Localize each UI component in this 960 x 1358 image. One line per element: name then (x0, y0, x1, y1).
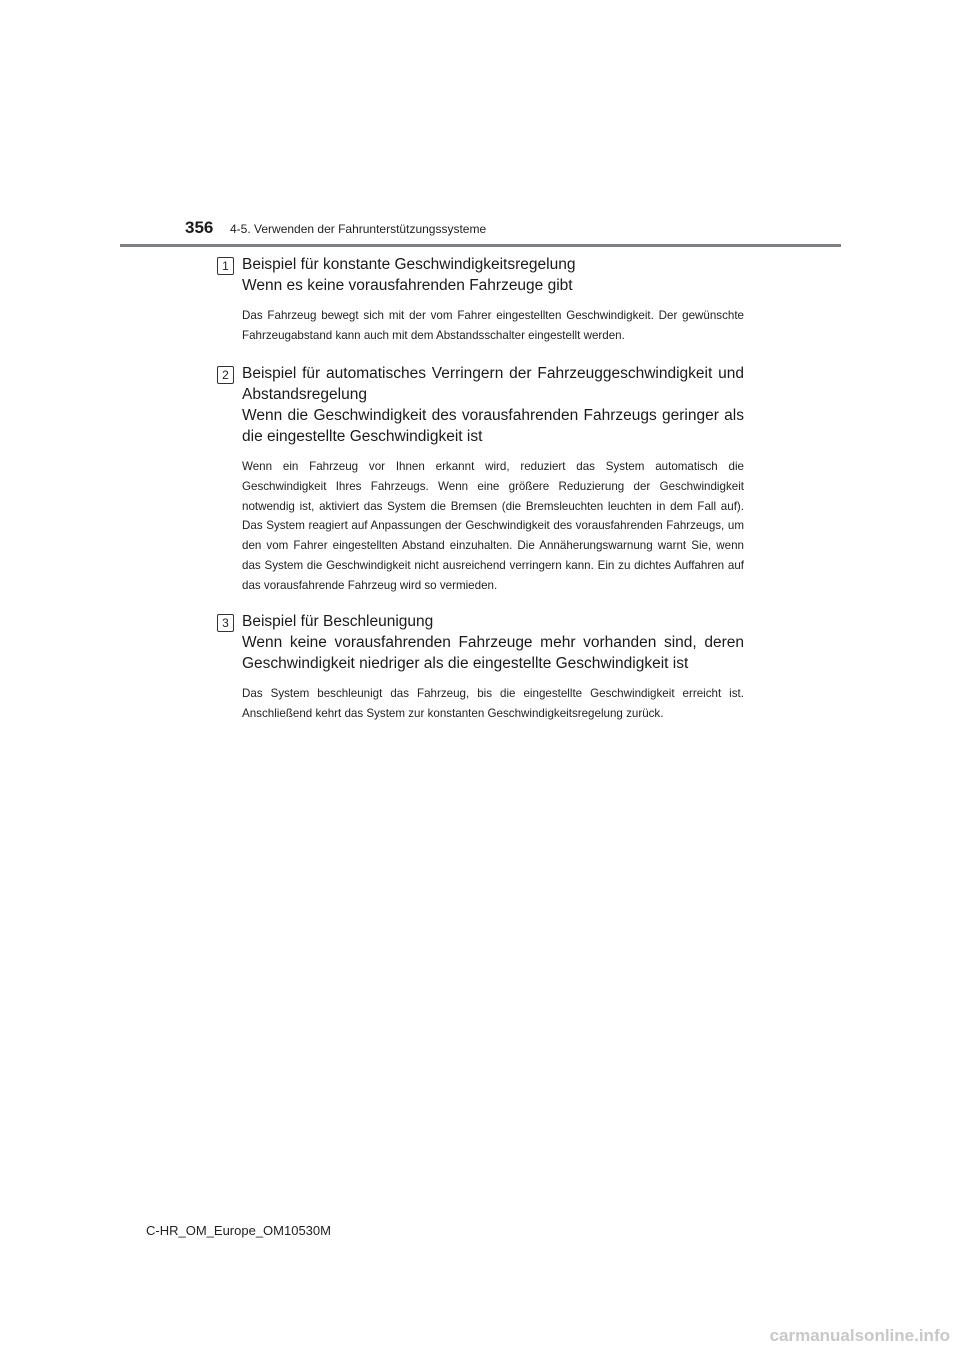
document-id: C-HR_OM_Europe_OM10530M (146, 1223, 331, 1238)
step-badge-3: 3 (217, 614, 234, 632)
heading-line: Wenn keine vorausfahrenden Fahrzeuge mehr vorhanden sind, deren Geschwindigkeit niedriger als die eingestellte Geschwindigkeit ist (242, 634, 744, 672)
heading-line: Beispiel für automatisches Verringern der Fahrzeuggeschwindigkeit und Abstandsregelung (242, 365, 744, 403)
item-heading (242, 611, 744, 674)
heading-line: Beispiel für konstante Geschwindigkeitsregelung (242, 256, 576, 273)
item-body: Das System beschleunigt das Fahrzeug, bis die eingestellte Geschwindigkeit erreicht ist. Anschließend kehrt das System zur konstanten Geschwindigkeitsregelung zurück. (242, 687, 744, 720)
heading-line: Wenn es keine vorausfahrenden Fahrzeuge gibt (242, 277, 573, 294)
example-item-1 (222, 254, 744, 346)
step-badge-2: 2 (217, 366, 234, 384)
example-item-3 (222, 611, 744, 724)
item-heading (242, 363, 744, 447)
watermark: carmanualsonline.info (769, 1326, 950, 1345)
header-divider (120, 244, 841, 247)
item-body: Das Fahrzeug bewegt sich mit der vom Fahrer eingestellten Geschwindigkeit. Der gewünschte Fahrzeugabstand kann auch mit dem Abstandsschalter eingestellt werden. (242, 309, 744, 342)
example-item-2 (222, 363, 744, 596)
item-body: Wenn ein Fahrzeug vor Ihnen erkannt wird, reduziert das System automatisch die Geschwindigkeit Ihres Fahrzeugs. Wenn eine größere Reduzierung der Geschwindigkeit notwendig ist, aktiviert das System die Bremsen (die Bremsleuchten leuchten in dem Fall auf). Das System reagiert auf Anpassungen der Geschwindigkeit des vorausfahrenden Fahrzeugs, um den vom Fahrer eingestellten Abstand einzuhalten. Die Annäherungswarnung warnt Sie, wenn das System die Geschwindigkeit nicht ausreichend verringern kann. Ein zu dichtes Auffahren auf das vorausfahrende Fahrzeug wird so vermieden. (242, 460, 744, 592)
step-badge-1: 1 (217, 257, 234, 275)
item-heading (242, 254, 744, 296)
section-title: 4-5. Verwenden der Fahrunterstützungssysteme (230, 222, 487, 236)
heading-line: Wenn die Geschwindigkeit des vorausfahrenden Fahrzeugs geringer als die eingestellte Geschwindigkeit ist (242, 407, 744, 445)
page-number: 356 (185, 218, 214, 237)
heading-line: Beispiel für Beschleunigung (242, 613, 434, 630)
